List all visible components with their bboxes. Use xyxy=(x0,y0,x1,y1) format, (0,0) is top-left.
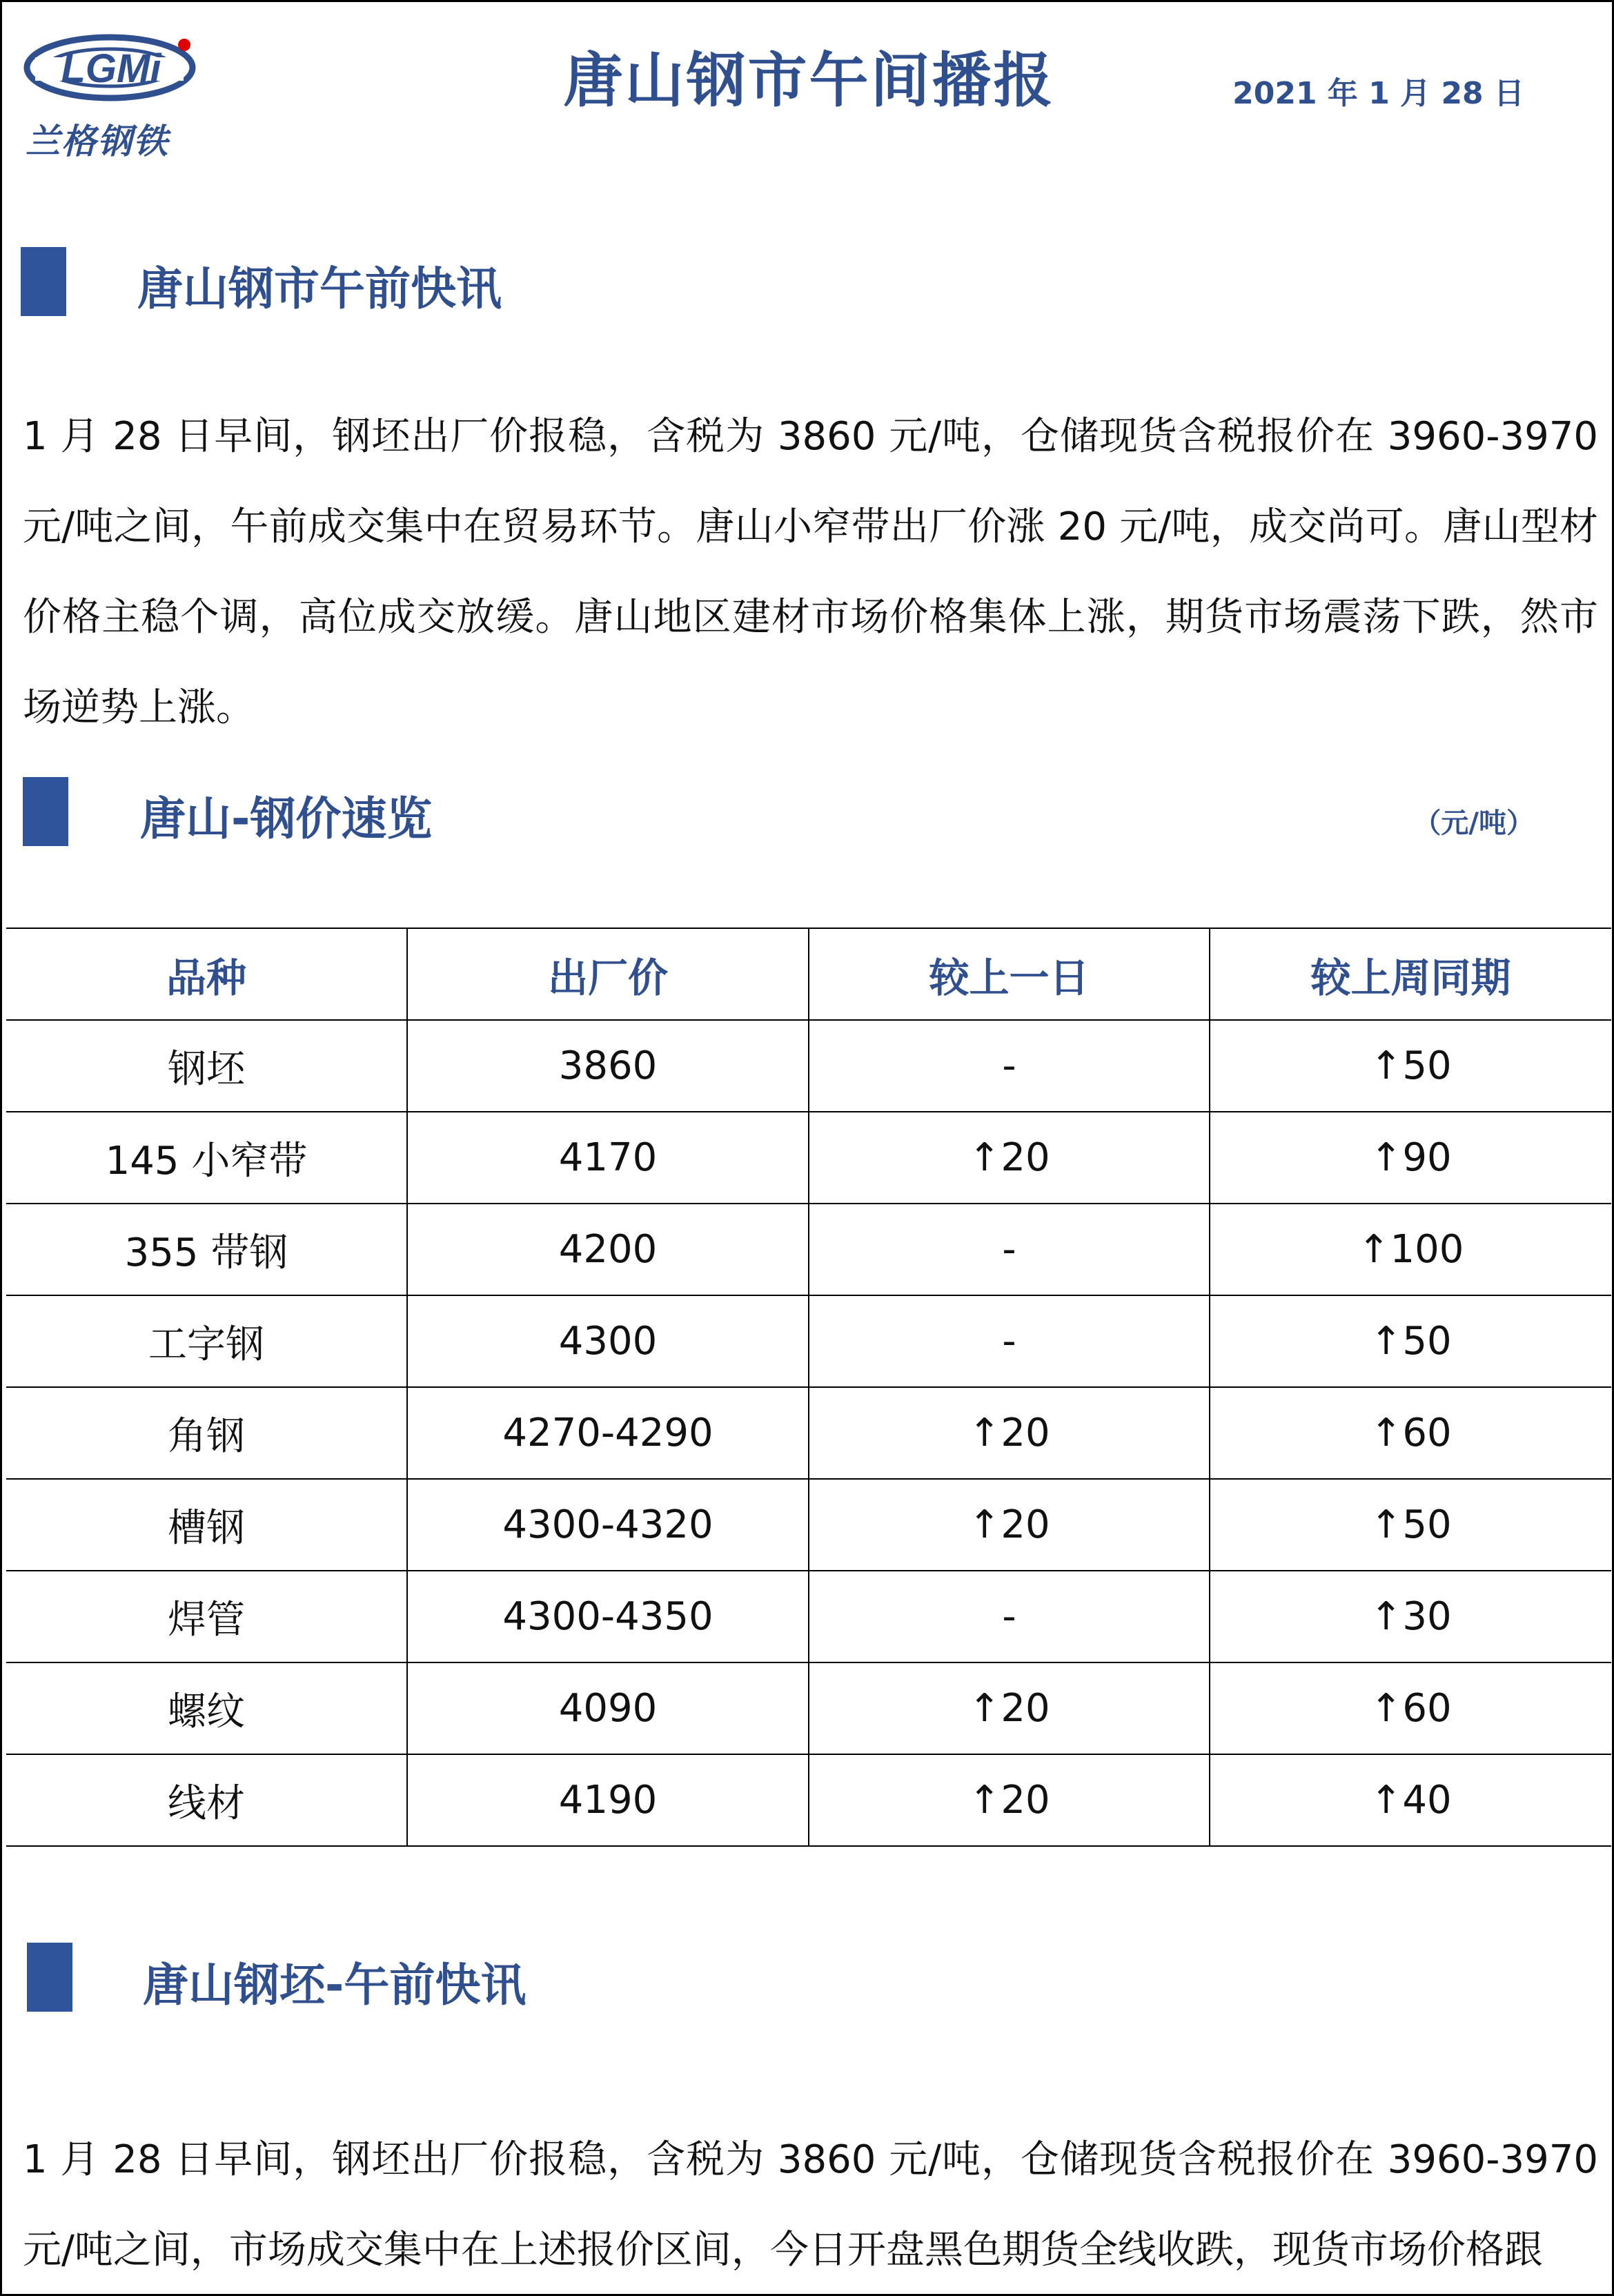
up-arrow-icon: ↑ xyxy=(1370,1594,1403,1639)
up-arrow-icon: ↑ xyxy=(968,1778,1001,1823)
change-value: 60 xyxy=(1402,1411,1452,1455)
change-value: - xyxy=(1002,1227,1016,1272)
table-row xyxy=(6,1479,1611,1571)
cell-price: 4270-4290 xyxy=(407,1387,809,1479)
cell-day-change xyxy=(809,1754,1210,1846)
section-marker xyxy=(27,1943,72,2012)
report-date: 2021 年 1 月 28 日 xyxy=(1232,76,1524,111)
unit-label: （元/吨） xyxy=(1413,807,1534,839)
cell-day-change xyxy=(809,1020,1210,1112)
table-row xyxy=(6,1020,1611,1112)
cell-price: 4190 xyxy=(407,1754,809,1846)
up-arrow-icon: ↑ xyxy=(968,1502,1001,1547)
up-arrow-icon: ↑ xyxy=(968,1411,1001,1455)
cell-week-change xyxy=(1210,1020,1611,1112)
cell-week-change xyxy=(1210,1571,1611,1662)
up-arrow-icon: ↑ xyxy=(1370,1043,1403,1088)
price-table-body xyxy=(6,1020,1611,1846)
cell-price: 4200 xyxy=(407,1204,809,1295)
table-row xyxy=(6,1295,1611,1387)
cell-product: 145 小窄带 xyxy=(6,1112,407,1204)
change-value: 30 xyxy=(1402,1594,1452,1639)
section-title-morning-news: 唐山钢市午前快讯 xyxy=(137,262,502,315)
up-arrow-icon: ↑ xyxy=(1370,1502,1403,1547)
cell-day-change xyxy=(809,1387,1210,1479)
column-header-week-change: 较上周同期 xyxy=(1210,928,1611,1020)
cell-week-change xyxy=(1210,1754,1611,1846)
up-arrow-icon: ↑ xyxy=(968,1135,1001,1180)
table-row xyxy=(6,1387,1611,1479)
section-title-price-overview: 唐山-钢价速览 xyxy=(140,792,433,845)
up-arrow-icon: ↑ xyxy=(968,1686,1001,1731)
cell-day-change xyxy=(809,1112,1210,1204)
column-header-price: 出厂价 xyxy=(407,928,809,1020)
cell-price: 4300-4320 xyxy=(407,1479,809,1571)
up-arrow-icon: ↑ xyxy=(1370,1411,1403,1455)
logo-brand-name: 兰格钢铁 xyxy=(26,121,169,161)
table-row xyxy=(6,1754,1611,1846)
cell-product: 工字钢 xyxy=(6,1295,407,1387)
change-value: - xyxy=(1002,1319,1016,1364)
up-arrow-icon: ↑ xyxy=(1370,1135,1403,1180)
logo-wordmark: LGMi xyxy=(61,46,161,91)
cell-week-change xyxy=(1210,1479,1611,1571)
change-value: 90 xyxy=(1402,1135,1452,1180)
cell-product: 线材 xyxy=(6,1754,407,1846)
cell-product: 螺纹 xyxy=(6,1662,407,1754)
change-value: 20 xyxy=(1001,1502,1050,1547)
cell-price: 3860 xyxy=(407,1020,809,1112)
table-row xyxy=(6,1662,1611,1754)
cell-week-change xyxy=(1210,1295,1611,1387)
change-value: - xyxy=(1002,1043,1016,1088)
change-value: 50 xyxy=(1402,1043,1452,1088)
up-arrow-icon: ↑ xyxy=(1370,1686,1403,1731)
table-header-row xyxy=(6,928,1611,1020)
cell-day-change xyxy=(809,1662,1210,1754)
section-marker xyxy=(21,247,66,316)
cell-product: 355 带钢 xyxy=(6,1204,407,1295)
cell-product: 角钢 xyxy=(6,1387,407,1479)
column-header-product: 品种 xyxy=(6,928,407,1020)
change-value: 20 xyxy=(1001,1686,1050,1731)
up-arrow-icon: ↑ xyxy=(1370,1778,1403,1823)
table-row xyxy=(6,1112,1611,1204)
cell-price: 4300-4350 xyxy=(407,1571,809,1662)
cell-week-change xyxy=(1210,1387,1611,1479)
table-row xyxy=(6,1204,1611,1295)
price-table xyxy=(6,928,1611,1847)
cell-week-change xyxy=(1210,1662,1611,1754)
cell-day-change xyxy=(809,1571,1210,1662)
change-value: 50 xyxy=(1402,1502,1452,1547)
cell-day-change xyxy=(809,1204,1210,1295)
change-value: 20 xyxy=(1001,1778,1050,1823)
change-value: 50 xyxy=(1402,1319,1452,1364)
cell-product: 钢坯 xyxy=(6,1020,407,1112)
section-paragraph-morning-news: 1 月 28 日早间，钢坯出厂价报稳，含税为 3860 元/吨，仓储现货含税报价在 3960-3970 元/吨之间，午前成交集中在贸易环节。唐山小窄带出厂价涨 20 元/吨，成交尚可。唐山型材价格主稳个调，高位成交放缓。唐山地区建材市场价格集体上涨，期货市场震荡下跌，然市场逆势上涨。 xyxy=(23,414,1598,730)
change-value: 20 xyxy=(1001,1135,1050,1180)
change-value: 40 xyxy=(1402,1778,1452,1823)
cell-week-change xyxy=(1210,1204,1611,1295)
cell-price: 4090 xyxy=(407,1662,809,1754)
change-value: 60 xyxy=(1402,1686,1452,1731)
up-arrow-icon: ↑ xyxy=(1357,1227,1390,1272)
cell-product: 焊管 xyxy=(6,1571,407,1662)
section-marker xyxy=(23,777,68,846)
change-value: - xyxy=(1002,1594,1016,1639)
column-header-day-change: 较上一日 xyxy=(809,928,1210,1020)
up-arrow-icon: ↑ xyxy=(1370,1319,1403,1364)
cell-day-change xyxy=(809,1295,1210,1387)
cell-price: 4300 xyxy=(407,1295,809,1387)
section-title-billet-news: 唐山钢坯-午前快讯 xyxy=(143,1959,526,2012)
cell-product: 槽钢 xyxy=(6,1479,407,1571)
cell-week-change xyxy=(1210,1112,1611,1204)
change-value: 100 xyxy=(1390,1227,1464,1272)
table-row xyxy=(6,1571,1611,1662)
change-value: 20 xyxy=(1001,1411,1050,1455)
report-title: 唐山钢市午间播报 xyxy=(563,46,1055,115)
cell-day-change xyxy=(809,1479,1210,1571)
cell-price: 4170 xyxy=(407,1112,809,1204)
section-paragraph-billet-news: 1 月 28 日早间，钢坯出厂价报稳，含税为 3860 元/吨，仓储现货含税报价在 3960-3970 元/吨之间，市场成交集中在上述报价区间，今日开盘黑色期货全线收跌，现货市场价格跟 xyxy=(23,2137,1598,2273)
